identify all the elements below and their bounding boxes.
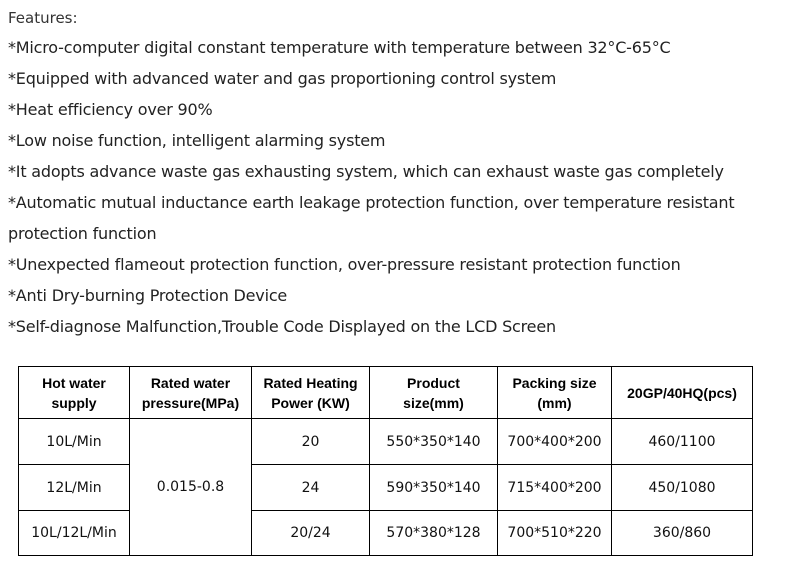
cell-product-size: 570*380*128 xyxy=(370,511,498,556)
spec-table xyxy=(18,366,753,556)
header-hot-water-supply: Hot water supply xyxy=(19,367,130,419)
cell-supply: 10L/Min xyxy=(19,419,130,465)
feature-item: *Unexpected flameout protection function, over-pressure resistant protection function xyxy=(8,255,681,274)
header-rated-water-pressure: Rated water pressure(MPa) xyxy=(130,367,252,419)
cell-product-size: 590*350*140 xyxy=(370,465,498,511)
header-rated-heating-power: Rated Heating Power (KW) xyxy=(252,367,370,419)
cell-pressure: 0.015-0.8 xyxy=(130,419,252,556)
header-product-size: Product size(mm) xyxy=(370,367,498,419)
features-heading: Features: xyxy=(8,9,78,27)
features-list xyxy=(8,32,798,342)
feature-item: *Self-diagnose Malfunction,Trouble Code Displayed on the LCD Screen xyxy=(8,317,556,336)
cell-supply: 12L/Min xyxy=(19,465,130,511)
cell-packing-size: 700*400*200 xyxy=(498,419,612,465)
feature-item: *Anti Dry-burning Protection Device xyxy=(8,286,288,305)
feature-item: *Equipped with advanced water and gas proportioning control system xyxy=(8,69,557,88)
cell-product-size: 550*350*140 xyxy=(370,419,498,465)
feature-item: *Automatic mutual inductance earth leakage protection function, over temperature resistant protection function xyxy=(8,193,735,243)
header-packing-size: Packing size (mm) xyxy=(498,367,612,419)
cell-packing-size: 715*400*200 xyxy=(498,465,612,511)
cell-supply: 10L/12L/Min xyxy=(19,511,130,556)
feature-item: *Micro-computer digital constant temperature with temperature between 32°C-65°C xyxy=(8,38,671,57)
table-row xyxy=(19,419,753,465)
cell-power: 24 xyxy=(252,465,370,511)
table-row xyxy=(19,511,753,556)
header-container-qty: 20GP/40HQ(pcs) xyxy=(612,367,753,419)
feature-item: *Heat efficiency over 90% xyxy=(8,100,213,119)
feature-item: *Low noise function, intelligent alarming system xyxy=(8,131,386,150)
cell-power: 20/24 xyxy=(252,511,370,556)
cell-container-qty: 450/1080 xyxy=(612,465,753,511)
cell-power: 20 xyxy=(252,419,370,465)
cell-packing-size: 700*510*220 xyxy=(498,511,612,556)
cell-container-qty: 460/1100 xyxy=(612,419,753,465)
table-row xyxy=(19,465,753,511)
table-header-row xyxy=(19,367,753,419)
feature-item: *It adopts advance waste gas exhausting system, which can exhaust waste gas completely xyxy=(8,162,724,181)
features-section xyxy=(8,4,798,342)
cell-container-qty: 360/860 xyxy=(612,511,753,556)
